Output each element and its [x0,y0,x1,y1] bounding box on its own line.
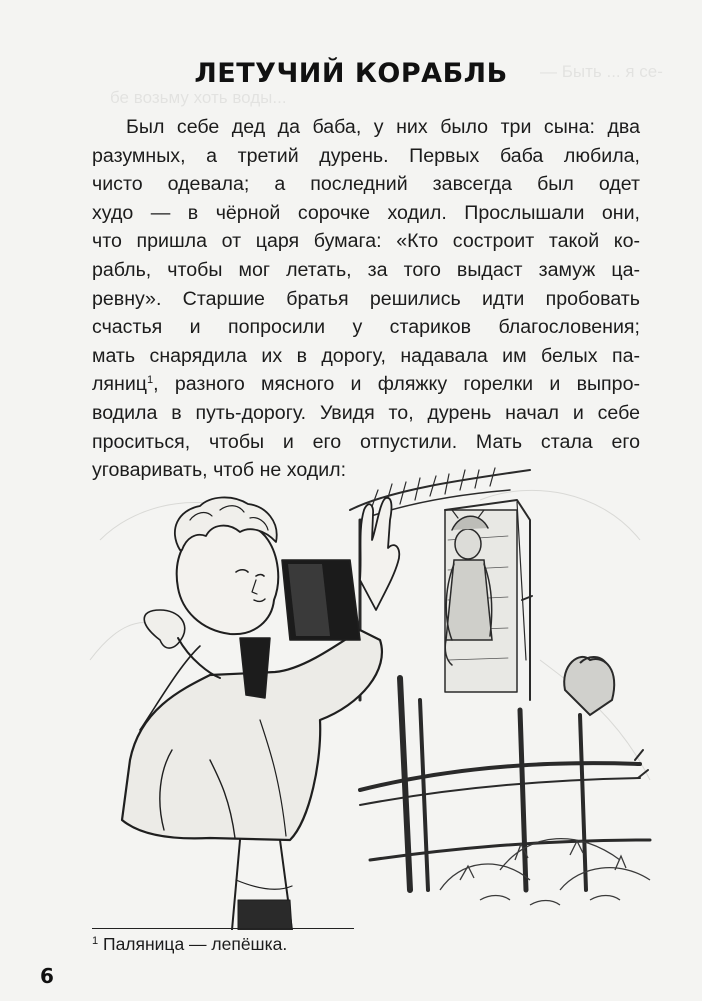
pot-icon [564,657,614,715]
footnote-marker: 1 [92,935,99,947]
boy-figure [122,497,399,930]
text-line: разумных, а третий дурень. Первых баба любила, [92,144,640,167]
text-line: худо — в чёрной сорочке ходил. Прослышали они, [92,201,640,224]
bleed-through-text: — Быть ... я се- [540,62,663,81]
text-fragment: , разного мясного и фляжку горелки и выпро- [153,373,640,396]
text-line: проситься, чтобы и его отпустили. Мать стала его [92,430,640,453]
footnote [92,934,287,955]
text-line: мать снарядила их в дорогу, надавала им белых па- [92,344,640,367]
text-line: что пришла от царя бумага: «Кто состроит такой ко- [92,230,640,253]
text-line [92,370,640,399]
footnote-text: Паляница — лепёшка. [98,934,288,954]
bleed-through-text: бе возьму хоть воды... [110,88,287,107]
story-text [92,113,640,485]
text-line: чисто одевала; а последний завсегда был одет [92,173,640,196]
text-fragment: ляниц [92,373,148,396]
fence-icon [360,678,650,890]
text-line: счастья и попросили у стариков благословения; [92,316,640,339]
footnote-reference[interactable]: 1 [147,374,154,387]
story-title: ЛЕТУЧИЙ КОРАБЛЬ [194,58,508,89]
page-number: 6 [40,964,54,988]
text-line: водила в путь-дорогу. Увидя то, дурень начал и себе [92,401,640,424]
footnote-divider [92,928,354,929]
story-illustration [60,460,660,930]
text-line: рабль, чтобы мог летать, за того выдаст замуж ца- [92,258,640,281]
text-line: Был себе дед да баба, у них было три сына: два [126,116,640,138]
text-line: уговаривать, чтоб не ходил: [92,459,347,482]
text-line: ревну». Старшие братья решились идти пробовать [92,287,640,310]
